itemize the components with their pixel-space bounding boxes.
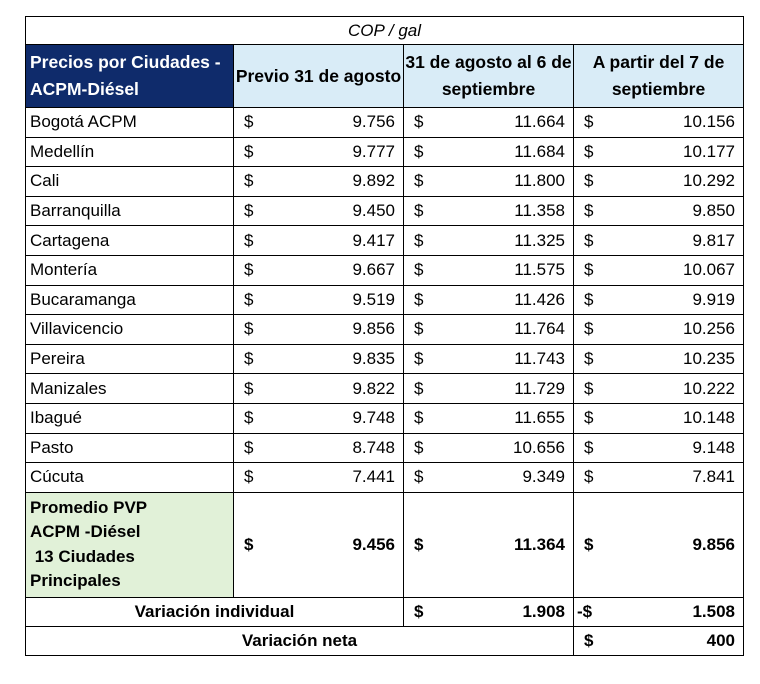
price-value: 10.656 xyxy=(513,437,565,457)
price-previo xyxy=(234,255,404,285)
price-value: 11.325 xyxy=(514,230,565,250)
currency-symbol: $ xyxy=(414,201,424,221)
currency-symbol: $ xyxy=(244,319,254,339)
price-value: 11.800 xyxy=(514,171,565,191)
price-nuevo xyxy=(574,315,744,345)
price-value: 9.349 xyxy=(522,467,565,487)
price-value: 11.358 xyxy=(514,201,565,221)
city-name: Bucaramanga xyxy=(26,285,234,315)
price-value: 1.508 xyxy=(692,601,736,621)
price-nuevo xyxy=(574,108,744,138)
currency-symbol: $ xyxy=(244,289,254,309)
price-previo xyxy=(234,315,404,345)
price-previo xyxy=(234,463,404,493)
header-city: Precios por Ciudades - ACPM-Diésel xyxy=(26,45,234,108)
currency-symbol: $ xyxy=(244,260,254,280)
price-value: 11.426 xyxy=(514,289,565,309)
price-nuevo xyxy=(574,255,744,285)
city-name: Barranquilla xyxy=(26,196,234,226)
price-intermedio xyxy=(404,196,574,226)
price-intermedio xyxy=(404,374,574,404)
city-name: Montería xyxy=(26,255,234,285)
currency-symbol: $ xyxy=(584,467,594,487)
price-previo xyxy=(234,374,404,404)
price-value: 8.748 xyxy=(352,437,395,457)
currency-symbol: $ xyxy=(414,349,424,369)
currency-symbol: $ xyxy=(244,408,254,428)
city-name: Bogotá ACPM xyxy=(26,108,234,138)
price-nuevo xyxy=(574,344,744,374)
currency-symbol: $ xyxy=(244,467,254,487)
price-value: 9.835 xyxy=(352,349,395,369)
header-intermedio: 31 de agosto al 6 de septiembre xyxy=(404,45,574,108)
price-value: 11.684 xyxy=(514,141,565,161)
currency-symbol: $ xyxy=(584,201,594,221)
price-value: 400 xyxy=(706,630,736,650)
currency-symbol: $ xyxy=(414,378,424,398)
variation-intermedio xyxy=(404,597,574,626)
price-value: 9.417 xyxy=(352,230,395,250)
price-value: 9.519 xyxy=(352,289,395,309)
table-row xyxy=(26,167,744,197)
currency-symbol: $ xyxy=(584,630,594,650)
city-name: Villavicencio xyxy=(26,315,234,345)
currency-symbol: $ xyxy=(414,230,424,250)
table-row xyxy=(26,374,744,404)
price-nuevo xyxy=(574,403,744,433)
currency-symbol: $ xyxy=(414,437,424,457)
currency-symbol: $ xyxy=(584,408,594,428)
variation-net-label: Variación neta xyxy=(26,626,574,655)
currency-symbol: $ xyxy=(244,349,254,369)
table-row xyxy=(26,403,744,433)
price-intermedio xyxy=(404,463,574,493)
price-value: 9.817 xyxy=(692,230,736,250)
price-nuevo xyxy=(574,463,744,493)
header-previo: Previo 31 de agosto xyxy=(234,45,404,108)
fuel-price-table xyxy=(25,16,744,656)
city-name: Medellín xyxy=(26,137,234,167)
price-value: 11.664 xyxy=(514,112,565,132)
variation-individual-row xyxy=(26,597,744,626)
price-previo xyxy=(234,137,404,167)
average-previo xyxy=(234,492,404,597)
price-value: 9.450 xyxy=(352,201,395,221)
price-value: 9.892 xyxy=(352,171,395,191)
table-row xyxy=(26,196,744,226)
average-intermedio xyxy=(404,492,574,597)
price-value: 11.729 xyxy=(514,378,565,398)
currency-symbol: $ xyxy=(584,112,594,132)
price-value: 10.177 xyxy=(683,141,736,161)
header-nuevo: A partir del 7 de septiembre xyxy=(574,45,744,108)
currency-symbol: $ xyxy=(244,201,254,221)
table-row xyxy=(26,255,744,285)
currency-symbol: $ xyxy=(584,289,594,309)
city-name: Pereira xyxy=(26,344,234,374)
price-nuevo xyxy=(574,167,744,197)
price-intermedio xyxy=(404,255,574,285)
price-value: 9.148 xyxy=(692,437,736,457)
city-name: Pasto xyxy=(26,433,234,463)
price-previo xyxy=(234,344,404,374)
city-name: Manizales xyxy=(26,374,234,404)
currency-symbol: $ xyxy=(414,289,424,309)
city-name: Cartagena xyxy=(26,226,234,256)
price-value: 9.456 xyxy=(352,534,395,554)
price-previo xyxy=(234,226,404,256)
price-value: 11.743 xyxy=(514,349,565,369)
price-intermedio xyxy=(404,403,574,433)
price-value: 10.222 xyxy=(683,378,736,398)
price-value: 11.655 xyxy=(514,408,565,428)
price-intermedio xyxy=(404,226,574,256)
price-nuevo xyxy=(574,374,744,404)
price-intermedio xyxy=(404,315,574,345)
table-row xyxy=(26,285,744,315)
variation-nuevo xyxy=(574,597,744,626)
currency-symbol: $ xyxy=(584,171,594,191)
price-value: 10.235 xyxy=(683,349,736,369)
price-value: 11.364 xyxy=(513,534,565,554)
price-intermedio xyxy=(404,167,574,197)
price-value: 9.756 xyxy=(352,112,395,132)
currency-symbol: $ xyxy=(584,230,594,250)
currency-symbol: $ xyxy=(584,260,594,280)
currency-symbol: $ xyxy=(414,112,424,132)
currency-symbol: $ xyxy=(244,171,254,191)
currency-symbol: $ xyxy=(414,467,424,487)
price-previo xyxy=(234,433,404,463)
currency-symbol: $ xyxy=(244,437,254,457)
city-name: Cúcuta xyxy=(26,463,234,493)
price-value: 9.777 xyxy=(352,141,395,161)
table-row xyxy=(26,315,744,345)
city-name: Ibagué xyxy=(26,403,234,433)
price-previo xyxy=(234,403,404,433)
table-row xyxy=(26,463,744,493)
price-intermedio xyxy=(404,344,574,374)
price-nuevo xyxy=(574,196,744,226)
currency-symbol: $ xyxy=(584,378,594,398)
currency-symbol: $ xyxy=(584,437,594,457)
average-label-line: ACPM -Diésel xyxy=(30,522,141,542)
city-name: Cali xyxy=(26,167,234,197)
table-row xyxy=(26,226,744,256)
price-previo xyxy=(234,285,404,315)
currency-symbol: $ xyxy=(244,230,254,250)
currency-symbol: $ xyxy=(414,319,424,339)
price-value: 9.748 xyxy=(352,408,395,428)
currency-symbol: -$ xyxy=(577,601,593,621)
price-intermedio xyxy=(404,137,574,167)
price-nuevo xyxy=(574,285,744,315)
currency-symbol: $ xyxy=(584,534,594,554)
price-nuevo xyxy=(574,433,744,463)
price-value: 9.822 xyxy=(352,378,395,398)
currency-symbol: $ xyxy=(584,349,594,369)
price-value: 9.856 xyxy=(352,319,395,339)
currency-symbol: $ xyxy=(414,534,424,554)
price-value: 11.764 xyxy=(514,319,565,339)
price-value: 7.841 xyxy=(692,467,736,487)
price-value: 7.441 xyxy=(352,467,395,487)
variation-net-value xyxy=(574,626,744,655)
average-label-line: 13 Ciudades xyxy=(30,546,135,566)
variation-individual-label: Variación individual xyxy=(26,597,404,626)
price-value: 9.850 xyxy=(692,201,736,221)
unit-label: COP / gal xyxy=(26,17,744,45)
price-intermedio xyxy=(404,285,574,315)
price-nuevo xyxy=(574,137,744,167)
currency-symbol: $ xyxy=(244,378,254,398)
currency-symbol: $ xyxy=(584,319,594,339)
price-value: 10.156 xyxy=(683,112,736,132)
average-label xyxy=(26,492,234,597)
price-previo xyxy=(234,196,404,226)
price-previo xyxy=(234,108,404,138)
table-row xyxy=(26,137,744,167)
unit-row xyxy=(26,17,744,45)
variation-net-row xyxy=(26,626,744,655)
average-label-line: Promedio PVP xyxy=(30,497,148,517)
currency-symbol: $ xyxy=(414,171,424,191)
currency-symbol: $ xyxy=(414,601,424,621)
price-value: 10.256 xyxy=(683,319,736,339)
average-row xyxy=(26,492,744,597)
header-row xyxy=(26,45,744,108)
price-intermedio xyxy=(404,433,574,463)
price-value: 9.856 xyxy=(692,534,736,554)
price-value: 10.292 xyxy=(683,171,736,191)
currency-symbol: $ xyxy=(244,141,254,161)
price-value: 11.575 xyxy=(514,260,565,280)
currency-symbol: $ xyxy=(414,141,424,161)
price-value: 9.919 xyxy=(692,289,736,309)
currency-symbol: $ xyxy=(584,141,594,161)
table-row xyxy=(26,344,744,374)
price-value: 1.908 xyxy=(522,601,565,621)
average-label-line: Principales xyxy=(30,571,121,591)
table-row xyxy=(26,433,744,463)
price-nuevo xyxy=(574,226,744,256)
currency-symbol: $ xyxy=(414,260,424,280)
table-row xyxy=(26,108,744,138)
price-value: 10.148 xyxy=(683,408,736,428)
price-previo xyxy=(234,167,404,197)
currency-symbol: $ xyxy=(244,112,254,132)
price-value: 10.067 xyxy=(683,260,736,280)
currency-symbol: $ xyxy=(244,534,254,554)
currency-symbol: $ xyxy=(414,408,424,428)
average-nuevo xyxy=(574,492,744,597)
price-value: 9.667 xyxy=(352,260,395,280)
price-intermedio xyxy=(404,108,574,138)
